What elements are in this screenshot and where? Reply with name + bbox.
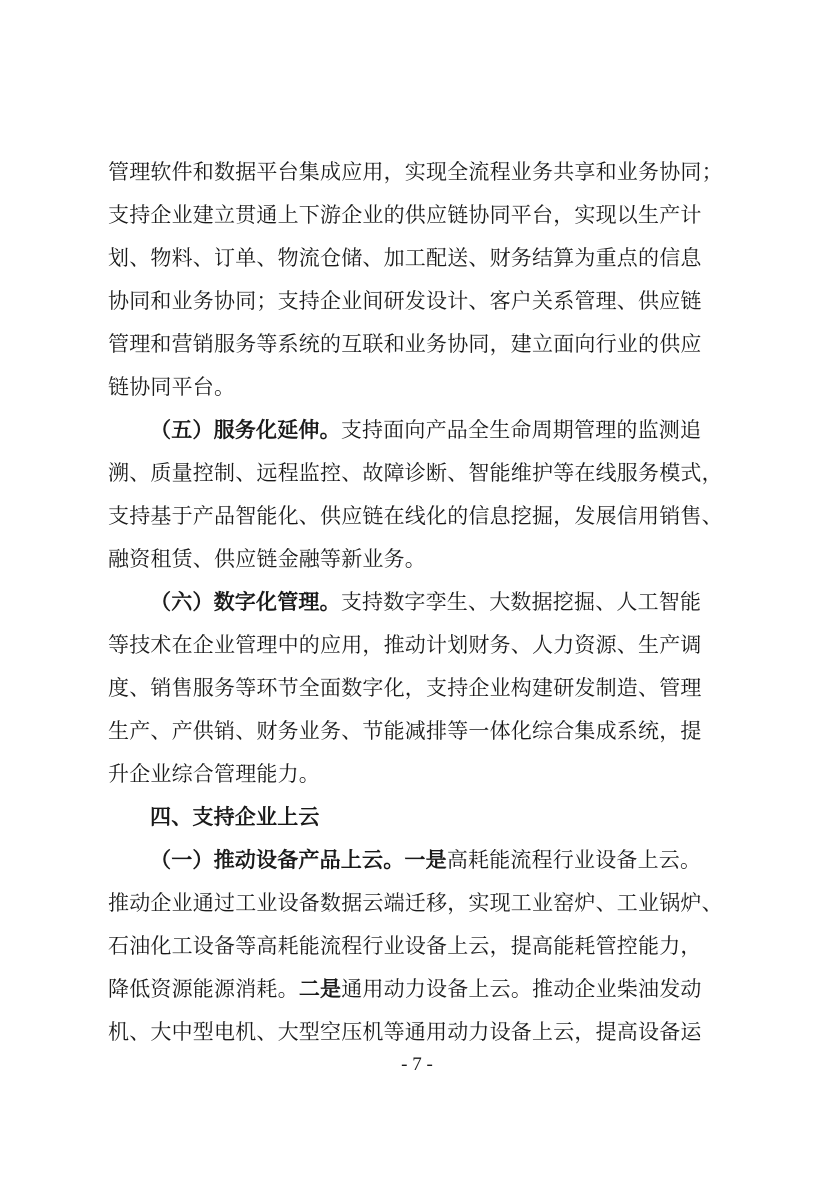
text-line: 支持基于产品智能化、供应链在线化的信息挖掘，发展信用销售、 [108, 504, 723, 528]
text-line: 链协同平台。 [108, 375, 236, 399]
text-line: 支持企业建立贯通上下游企业的供应链协同平台，实现以生产计 [108, 203, 702, 227]
text-line: 升企业综合管理能力。 [108, 762, 320, 786]
text-line: 石油化工设备等高耗能流程行业设备上云，提高能耗管控能力， [108, 934, 702, 958]
page-number: - 7 - [401, 1054, 433, 1075]
section-title: （一）推动设备产品上云。一是 [150, 848, 447, 872]
chapter-heading: 四、支持企业上云 [150, 805, 320, 829]
text-line: 降低资源能源消耗。二是通用动力设备上云。推动企业柴油发动 [108, 977, 702, 1001]
text-line: 管理和营销服务等系统的互联和业务协同，建立面向行业的供应 [108, 332, 702, 356]
text-line: 推动企业通过工业设备数据云端迁移，实现工业窑炉、工业锅炉、 [108, 891, 723, 915]
section-paragraph-start: （一）推动设备产品上云。一是高耗能流程行业设备上云。 [150, 848, 702, 872]
text-line: 协同和业务协同；支持企业间研发设计、客户关系管理、供应链 [108, 289, 702, 313]
section-paragraph-start: （五）服务化延伸。支持面向产品全生命周期管理的监测追 [150, 418, 702, 442]
text-line: 机、大中型电机、大型空压机等通用动力设备上云，提高设备运 [108, 1020, 702, 1044]
text-line: 度、销售服务等环节全面数字化，支持企业构建研发制造、管理 [108, 676, 702, 700]
emphasis: 二是 [298, 977, 342, 1001]
text-line: 融资租赁、供应链金融等新业务。 [108, 547, 426, 571]
text-line: 管理软件和数据平台集成应用，实现全流程业务共享和业务协同； [108, 160, 723, 184]
text-line: 划、物料、订单、物流仓储、加工配送、财务结算为重点的信息 [108, 246, 702, 270]
section-title: （六）数字化管理。 [150, 590, 341, 614]
text-line: 溯、质量控制、远程监控、故障诊断、智能维护等在线服务模式， [108, 461, 723, 485]
text-line: 等技术在企业管理中的应用，推动计划财务、人力资源、生产调 [108, 633, 702, 657]
text-line: 生产、产供销、财务业务、节能减排等一体化综合集成系统，提 [108, 719, 702, 743]
section-paragraph-start: （六）数字化管理。支持数字孪生、大数据挖掘、人工智能 [150, 590, 702, 614]
section-title: （五）服务化延伸。 [150, 418, 341, 442]
